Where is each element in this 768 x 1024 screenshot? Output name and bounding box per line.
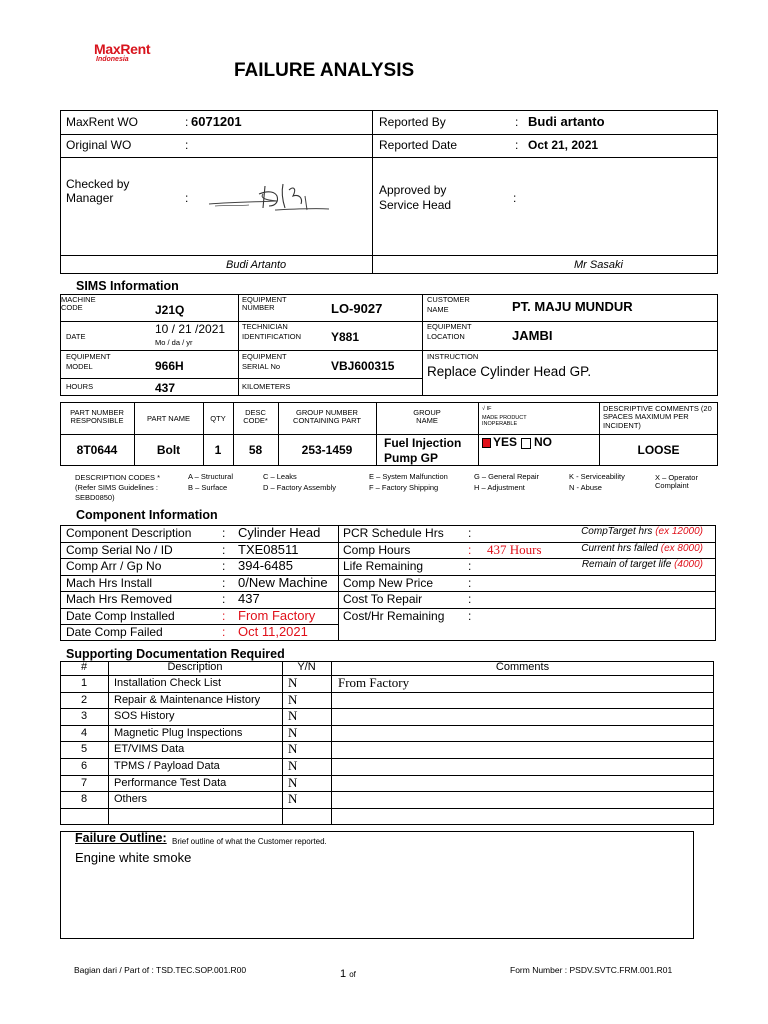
docs-row-num: 3 [80, 710, 88, 722]
docs-row-desc: ET/VIMS Data [114, 743, 185, 755]
docs-row-yn[interactable]: N [288, 725, 298, 740]
qty-header: QTY [210, 414, 226, 423]
approved-by-name[interactable]: Mr Sasaki [574, 259, 623, 271]
group-name-value[interactable]: Fuel Injection Pump GP [384, 436, 462, 465]
part-name-value[interactable]: Bolt [156, 443, 181, 457]
component-label: Component Description [66, 526, 192, 540]
docs-header-num: # [80, 661, 88, 673]
reported-date-label: Reported Date [379, 138, 458, 152]
machine-code-value[interactable]: J21Q [155, 303, 185, 317]
component-value[interactable]: TXE08511 [238, 542, 299, 557]
sims-title: SIMS Information [76, 279, 179, 293]
reported-date-value[interactable]: Oct 21, 2021 [528, 138, 599, 152]
code-g: G – General Repair [474, 472, 540, 481]
docs-row-num: 8 [80, 793, 88, 805]
part-number-value[interactable]: 8T0644 [76, 443, 118, 457]
component-value[interactable]: Oct 11,2021 [238, 624, 308, 639]
logo-brand: MaxRent [94, 41, 151, 57]
component-right-value[interactable]: 437 Hours [487, 542, 542, 557]
component-label: Comp Arr / Gp No [66, 559, 162, 573]
part-name-header: PART NAME [147, 414, 190, 423]
docs-row-num: 2 [80, 694, 88, 706]
part-number-header: PART NUMBER RESPONSIBLE [70, 408, 124, 426]
signature-image [205, 176, 335, 220]
failure-outline-box [60, 831, 694, 939]
component-note: Remain of target life (4000) [581, 559, 703, 570]
docs-header-comments: Comments [495, 661, 550, 673]
component-value[interactable]: 394-6485 [238, 558, 293, 573]
original-wo-label: Original WO [66, 138, 132, 152]
made-product-header: √ IF MADE PRODUCT INOPERABLE [482, 406, 527, 428]
failure-outline-title: Failure Outline: [75, 831, 167, 845]
equipment-serial-value[interactable]: VBJ600315 [331, 359, 395, 373]
kilometers-label: KILOMETERS [242, 382, 291, 391]
technician-value[interactable]: Y881 [331, 330, 360, 344]
docs-header-yn: Y/N [297, 661, 316, 673]
group-name-header: GROUP NAME [413, 408, 441, 426]
equipment-serial-label: EQUIPMENT SERIAL No [242, 352, 287, 372]
yes-checkbox[interactable] [482, 438, 491, 448]
no-checkbox[interactable] [521, 438, 531, 449]
equipment-number-value[interactable]: LO-9027 [331, 301, 383, 316]
component-right-label: Comp Hours [343, 543, 411, 557]
docs-row-yn[interactable]: N [288, 791, 298, 806]
docs-row-num: 5 [80, 743, 88, 755]
equipment-model-label: EQUIPMENT MODEL [66, 352, 111, 372]
logo [94, 42, 150, 64]
component-label: Mach Hrs Install [66, 576, 153, 590]
component-label: Date Comp Failed [66, 625, 163, 639]
docs-row-desc: Installation Check List [114, 677, 221, 689]
component-value[interactable]: 0/New Machine [238, 575, 328, 590]
instruction-value[interactable]: Replace Cylinder Head GP. [427, 364, 592, 379]
yes-label: YES [493, 435, 518, 449]
code-n: N - Abuse [569, 483, 602, 492]
docs-row-num: 4 [80, 727, 88, 739]
docs-row-yn[interactable]: N [288, 775, 298, 790]
hours-label: HOURS [66, 382, 94, 391]
footer-form-number: Form Number : PSDV.SVTC.FRM.001.R01 [510, 965, 673, 975]
component-right-label: Life Remaining [343, 559, 424, 573]
docs-row-yn[interactable]: N [288, 741, 298, 756]
code-h: H – Adjustment [474, 483, 525, 492]
instruction-label: INSTRUCTION [427, 352, 479, 361]
equipment-model-value[interactable]: 966H [155, 359, 184, 373]
approved-by-label: Approved by Service Head [379, 183, 452, 212]
equipment-location-label: EQUIPMENT LOCATION [427, 322, 472, 342]
footer-part-of: Bagian dari / Part of : TSD.TEC.SOP.001.R00 [74, 965, 247, 975]
docs-row-desc: Magnetic Plug Inspections [114, 727, 243, 739]
checked-by-name[interactable]: Budi Artanto [226, 259, 287, 271]
checked-by-label: Checked by Manager [66, 177, 130, 205]
code-k: K - Serviceability [569, 472, 625, 481]
code-d: D – Factory Assembly [263, 483, 336, 492]
docs-row-desc: Performance Test Data [114, 777, 227, 789]
code-f: F – Factory Shipping [369, 483, 439, 492]
component-value[interactable]: 437 [238, 591, 260, 606]
component-note: CompTarget hrs (ex 12000) [581, 526, 703, 537]
date-format: Mo / da / yr [155, 338, 193, 347]
desc-code-value[interactable]: 58 [248, 443, 263, 457]
equipment-location-value[interactable]: JAMBI [512, 328, 553, 343]
machine-code-label: MACHINE CODE [61, 295, 96, 313]
component-label: Comp Serial No / ID [66, 543, 173, 557]
qty-value[interactable]: 1 [214, 443, 222, 457]
docs-row-desc: Others [114, 793, 148, 805]
docs-row-yn[interactable]: N [288, 692, 298, 707]
component-value[interactable]: Cylinder Head [238, 525, 321, 540]
docs-row-desc: SOS History [114, 710, 175, 722]
code-a: A – Structural [188, 472, 234, 481]
technician-label: TECHNICIAN IDENTIFICATION [242, 322, 302, 342]
reported-by-label: Reported By [379, 115, 446, 129]
codes-intro: DESCRIPTION CODES * (Refer SIMS Guidelines : SEBD0850) [75, 473, 161, 502]
docs-row-desc: TPMS / Payload Data [114, 760, 220, 772]
component-right-label: Cost/Hr Remaining [343, 609, 445, 623]
failure-outline-hint: Brief outline of what the Customer reported. [172, 837, 327, 846]
code-b: B – Surface [188, 483, 228, 492]
docs-row-yn[interactable]: N [288, 708, 298, 723]
hours-value[interactable]: 437 [155, 381, 176, 395]
customer-name-value[interactable]: PT. MAJU MUNDUR [512, 299, 633, 314]
date-value[interactable]: 10 / 21 /2021 [155, 322, 226, 336]
reported-by-value[interactable]: Budi artanto [528, 114, 605, 129]
comments-header: DESCRIPTIVE COMMENTS (20 SPACES MAXIMUM PER INCIDENT) [603, 404, 712, 430]
docs-row-comment[interactable]: From Factory [338, 675, 410, 690]
no-label: NO [534, 435, 552, 449]
code-x: X – Operator Complaint [655, 473, 698, 491]
maxrent-wo-label: MaxRent WO [66, 115, 139, 129]
docs-row-desc: Repair & Maintenance History [114, 694, 261, 706]
docs-row-num: 7 [80, 777, 88, 789]
desc-code-header: DESC CODE* [243, 408, 268, 426]
docs-row-num: 1 [80, 677, 88, 689]
footer-page: 1 of [340, 968, 356, 980]
docs-row-yn[interactable]: N [288, 675, 298, 690]
code-e: E – System Malfunction [369, 472, 448, 481]
component-title: Component Information [76, 508, 218, 522]
logo-sub: Indonesia [96, 56, 129, 63]
group-number-header: GROUP NUMBER CONTAINING PART [293, 408, 361, 426]
maxrent-wo-value[interactable]: 6071201 [191, 114, 242, 129]
comment-value[interactable]: LOOSE [637, 443, 680, 457]
component-label: Date Comp Installed [66, 609, 175, 623]
component-right-label: Cost To Repair [343, 592, 423, 606]
docs-header-desc: Description [167, 661, 223, 673]
failure-outline-text[interactable]: Engine white smoke [75, 850, 192, 865]
group-number-value[interactable]: 253-1459 [301, 443, 353, 457]
component-note: Current hrs failed (ex 8000) [581, 543, 703, 554]
equipment-number-label: EQUIPMENT NUMBER [242, 295, 287, 313]
component-right-label: Comp New Price [343, 576, 434, 590]
docs-row-yn[interactable]: N [288, 758, 298, 773]
docs-title: Supporting Documentation Required [66, 647, 285, 661]
date-label: DATE [66, 332, 86, 341]
page-title: FAILURE ANALYSIS [234, 60, 415, 81]
customer-name-label: CUSTOMER NAME [427, 295, 470, 315]
code-c: C – Leaks [263, 472, 297, 481]
component-right-label: PCR Schedule Hrs [343, 526, 444, 540]
docs-row-num: 6 [80, 760, 88, 772]
component-label: Mach Hrs Removed [66, 592, 173, 606]
component-value[interactable]: From Factory [238, 608, 316, 623]
